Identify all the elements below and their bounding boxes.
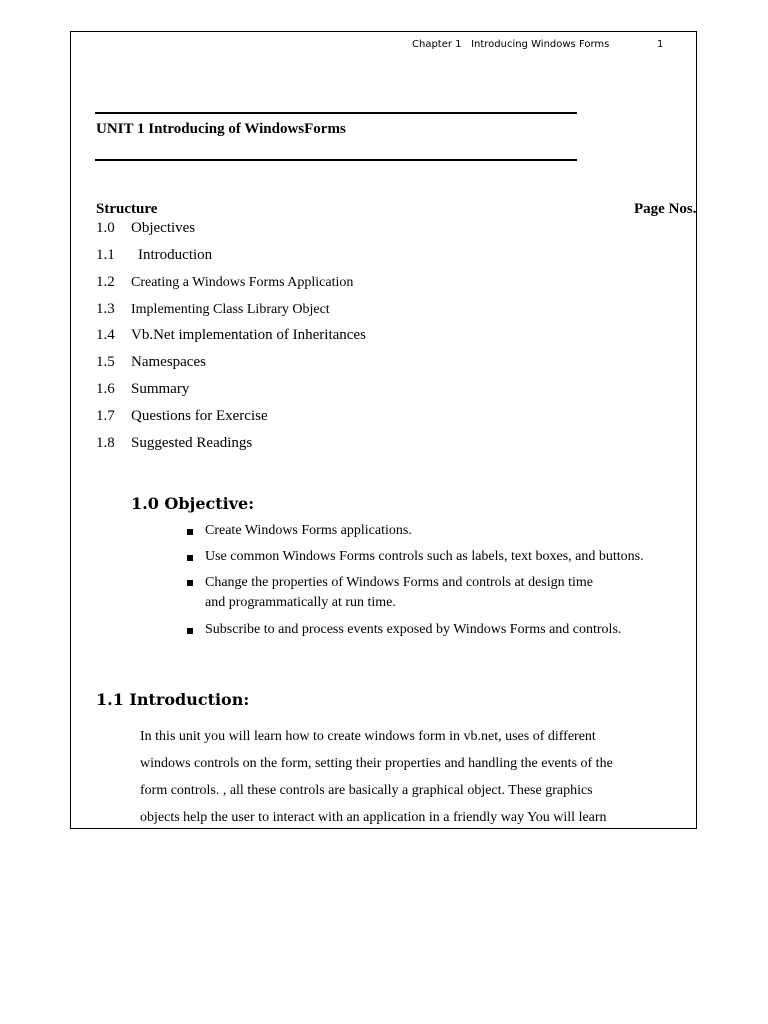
toc-item-text: Creating a Windows Forms Application	[131, 275, 354, 290]
bullet-text: Create Windows Forms applications.	[205, 523, 412, 538]
title-rule-top	[95, 112, 577, 114]
running-header	[412, 39, 664, 50]
toc-item-text: Implementing Class Library Object	[131, 302, 330, 317]
bullet-square-icon	[187, 580, 193, 586]
page-number: 1	[657, 39, 664, 50]
paragraph-line: windows controls on the form, setting their properties and handling the events of the	[140, 756, 613, 771]
toc-item-number: 1.5	[96, 354, 115, 370]
toc-item-number: 1.3	[96, 301, 115, 317]
toc-item-text: Namespaces	[131, 354, 206, 370]
structure-heading: Structure	[96, 201, 158, 217]
toc-item-number: 1.8	[96, 435, 115, 451]
toc-item-text: Suggested Readings	[131, 435, 253, 451]
page-frame	[70, 31, 697, 829]
objective-heading: 1.0 Objective:	[131, 494, 255, 513]
toc-item-number: 1.1	[96, 247, 115, 263]
toc-item-text: Summary	[131, 381, 190, 397]
introduction-paragraph	[140, 723, 660, 831]
toc-item-number: 1.4	[96, 327, 115, 343]
toc-item-number: 1.0	[96, 220, 115, 236]
paragraph-line: form controls. , all these controls are basically a graphical object. These graphics	[140, 783, 593, 798]
bullet-square-icon	[187, 529, 193, 535]
toc-item-text: Vb.Net implementation of Inheritances	[131, 327, 366, 343]
bullet-text: Subscribe to and process events exposed by Windows Forms and controls.	[205, 622, 622, 637]
bullet-square-icon	[187, 628, 193, 634]
chapter-label: Chapter 1	[412, 39, 462, 50]
toc-item-number: 1.6	[96, 381, 115, 397]
toc-item-text: Objectives	[131, 220, 196, 236]
paragraph-line: objects help the user to interact with an application in a friendly way You will learn	[140, 810, 607, 825]
unit-title: UNIT 1 Introducing of WindowsForms	[96, 121, 346, 137]
page-nos-heading: Page Nos.	[634, 201, 697, 217]
toc-item-text: Introduction	[138, 247, 213, 263]
bullet-square-icon	[187, 555, 193, 561]
toc-item-text: Questions for Exercise	[131, 408, 268, 424]
toc-item-number: 1.7	[96, 408, 115, 424]
bullet-text: Change the properties of Windows Forms and controls at design time and programmatically at run time.	[205, 575, 594, 610]
toc-item-number: 1.2	[96, 274, 115, 290]
title-rule-bottom	[95, 159, 577, 161]
paragraph-line: In this unit you will learn how to create windows form in vb.net, uses of different	[140, 729, 596, 744]
bullet-text: Use common Windows Forms controls such as labels, text boxes, and buttons.	[205, 549, 644, 564]
introduction-heading: 1.1 Introduction:	[96, 690, 250, 709]
chapter-title: Introducing Windows Forms	[471, 39, 610, 50]
